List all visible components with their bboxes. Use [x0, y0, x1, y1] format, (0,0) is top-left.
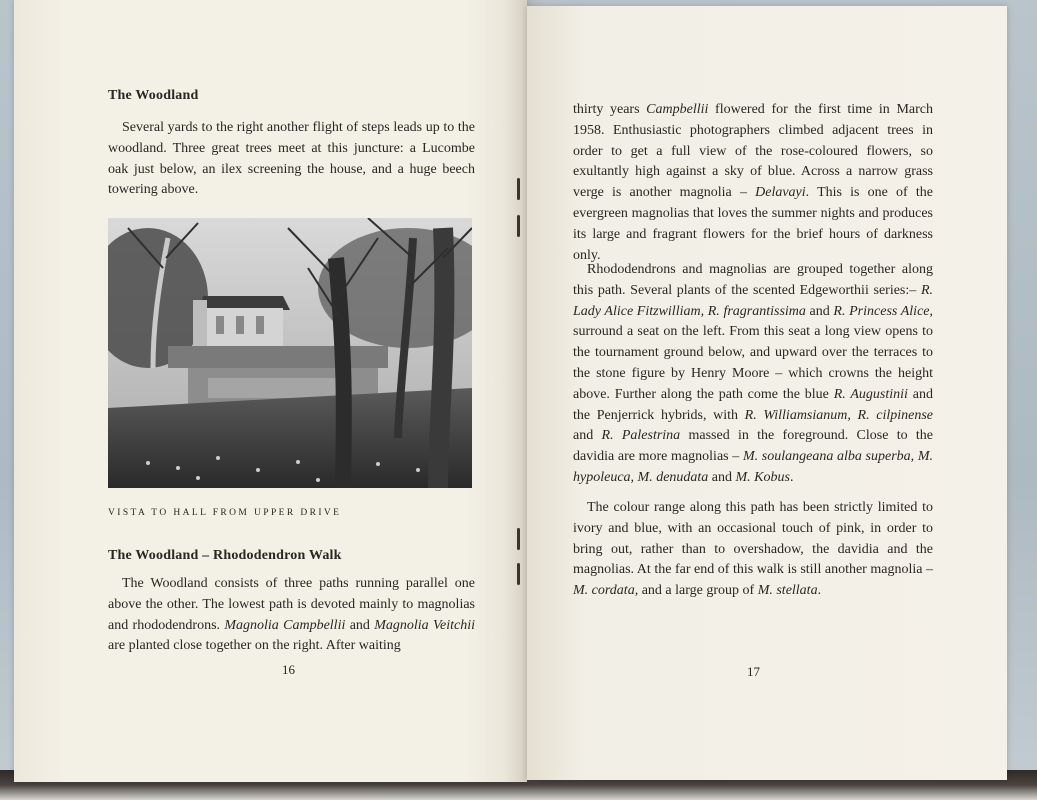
- page-number-right: 17: [747, 664, 760, 679]
- paragraph-woodland-intro: Several yards to the right another flight of steps leads up to the woodland. Three great trees meet at this juncture: a Lucombe oak just below, an ilex screening the house, and a huge beech towering above.: [108, 120, 475, 198]
- binding-stitch: [517, 178, 520, 200]
- binding-stitch: [517, 563, 520, 585]
- right-page: [527, 6, 1007, 780]
- section-heading-woodland: The Woodland: [108, 88, 199, 103]
- paragraph-campbellii: thirty years Campbellii flowered for the first time in March 1958. Enthusiastic photographers climbed adjacent trees in order to get a full view of the rose-coloured flowers, so exultantly high against a sky of blue. Across a narrow grass verge is another magnolia – Delavayi. This is one of the evergreen magnolias that loves the summer nights and produces its large and fragrant flowers for the brief hours of darkness only.: [573, 102, 933, 263]
- paragraph-rhododendrons-magnolias: Rhododendrons and magnolias are grouped together along this path. Several plants of the scented Edgeworthii series:– R. Lady Alice Fitzwilliam, R. fragrantissima and R. Princess Alice, surround a seat on the left. From this seat a long view opens to the tournament ground below, and upward over the terraces to the stone figure by Henry Moore – which crowns the height above. Further along the path come the blue R. Augustinii and the Penjerrick hybrids, with R. Williamsianum, R. cilpinense and R. Palestrina massed in the foreground. Close to the davidia are more magnolias – M. soulangeana alba superba, M. hypoleuca, M. denudata and M. Kobus.: [573, 262, 933, 485]
- binding-stitch: [517, 215, 520, 237]
- binding-stitch: [517, 528, 520, 550]
- photo-caption: VISTA TO HALL FROM UPPER DRIVE: [108, 508, 342, 518]
- paragraph-rhododendron-walk: The Woodland consists of three paths running parallel one above the other. The lowest path is devoted mainly to magnolias and rhododendrons. Magnolia Campbellii and Magnolia Veitchii are planted close together on the right. After waiting: [108, 576, 475, 654]
- paragraph-colour-range: The colour range along this path has been strictly limited to ivory and blue, with an occasional touch of pink, in order to bring out, rather than to overshadow, the davidia and the magnolias. At the far end of this walk is still another magnolia – M. cordata, and a large group of M. stellata.: [573, 500, 933, 599]
- photo-vista-to-hall: [108, 218, 472, 488]
- section-heading-rhododendron-walk: The Woodland – Rhododendron Walk: [108, 548, 342, 563]
- page-number-left: 16: [282, 662, 295, 677]
